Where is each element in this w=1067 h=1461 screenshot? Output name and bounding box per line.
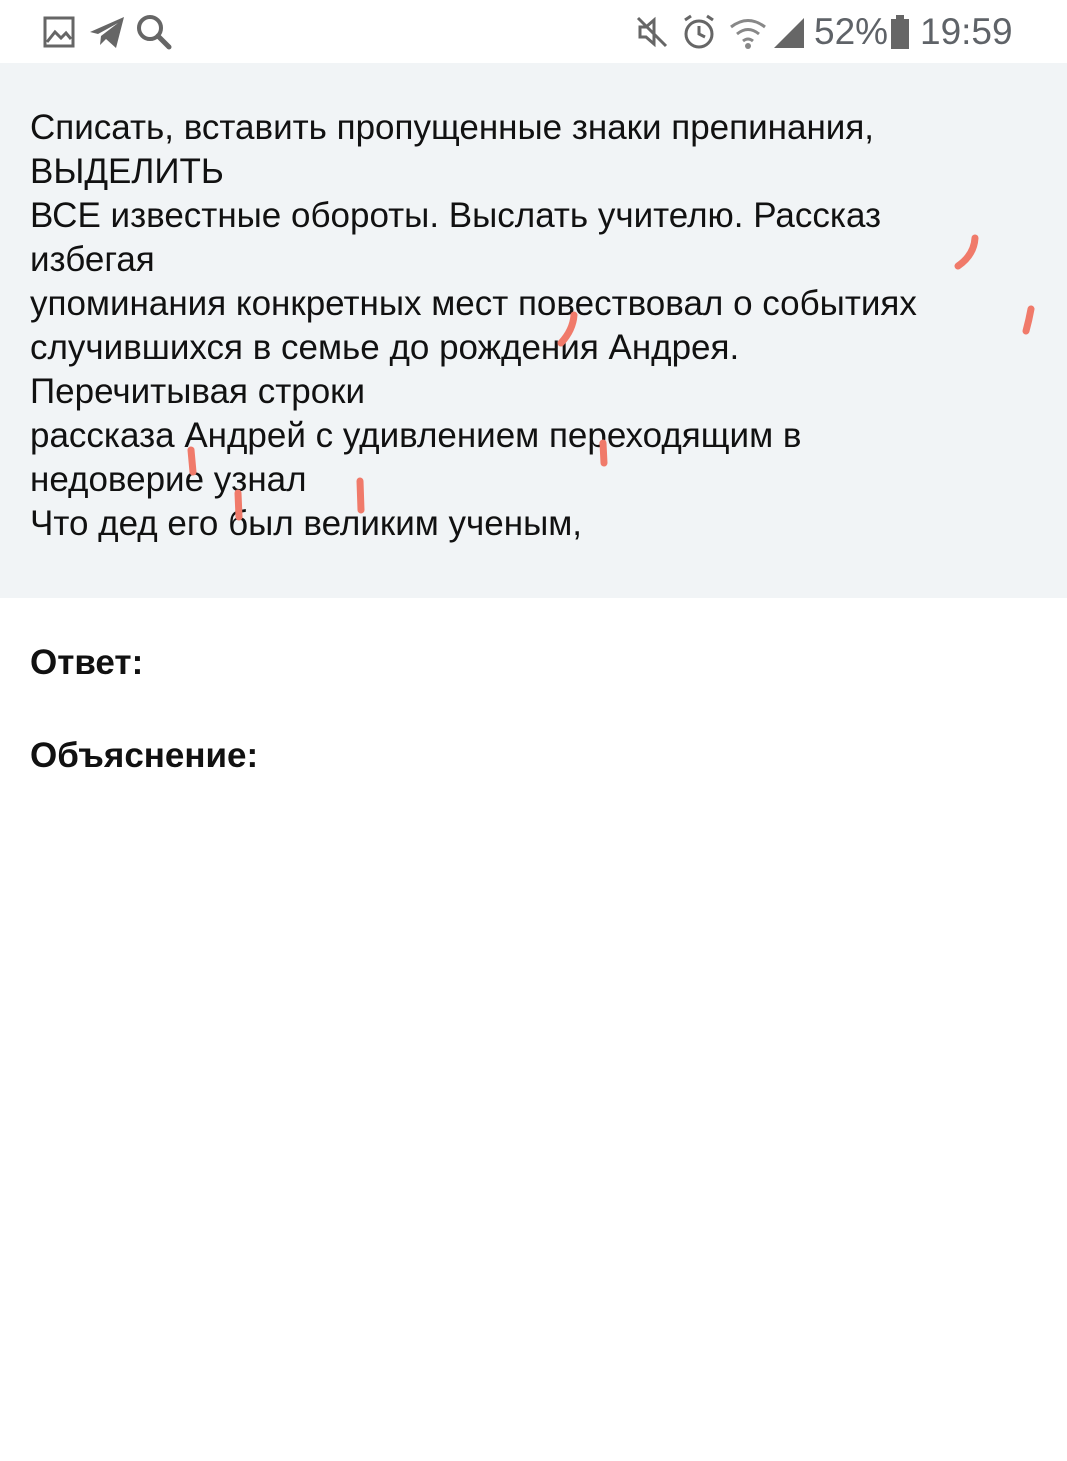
question-line: ВЫДЕЛИТЬ xyxy=(30,152,224,191)
alarm-icon xyxy=(680,12,718,52)
question-line: упоминания конкретных мест повествовал о событиях xyxy=(30,284,917,323)
question-line: Перечитывая строки xyxy=(30,372,366,411)
question-line: рассказа Андрей с удивлением переходящим в xyxy=(30,416,802,455)
clock: 19:59 xyxy=(920,11,1013,52)
question-line: Что дед его был великим ученым, xyxy=(30,504,583,543)
status-bar xyxy=(0,0,1067,63)
search-icon xyxy=(134,12,174,52)
question-block xyxy=(0,63,1067,598)
question-line: Списать, вставить пропущенные знаки препинания, xyxy=(30,108,874,147)
question-line: избегая xyxy=(30,240,155,279)
answer-label: Ответ: xyxy=(30,643,144,682)
question-line: ВСЕ известные обороты. Выслать учителю. Рассказ xyxy=(30,196,882,235)
question-line: случившихся в семье до рождения Андрея. xyxy=(30,328,740,367)
battery-icon xyxy=(888,12,912,52)
mute-icon xyxy=(634,12,670,52)
wifi-icon xyxy=(728,12,768,52)
question-line: недоверие узнал xyxy=(30,460,307,499)
telegram-icon xyxy=(88,12,126,52)
battery-percentage: 52% xyxy=(814,11,889,52)
signal-icon xyxy=(772,12,806,52)
explanation-label: Объяснение: xyxy=(30,736,259,775)
image-icon xyxy=(42,12,76,52)
